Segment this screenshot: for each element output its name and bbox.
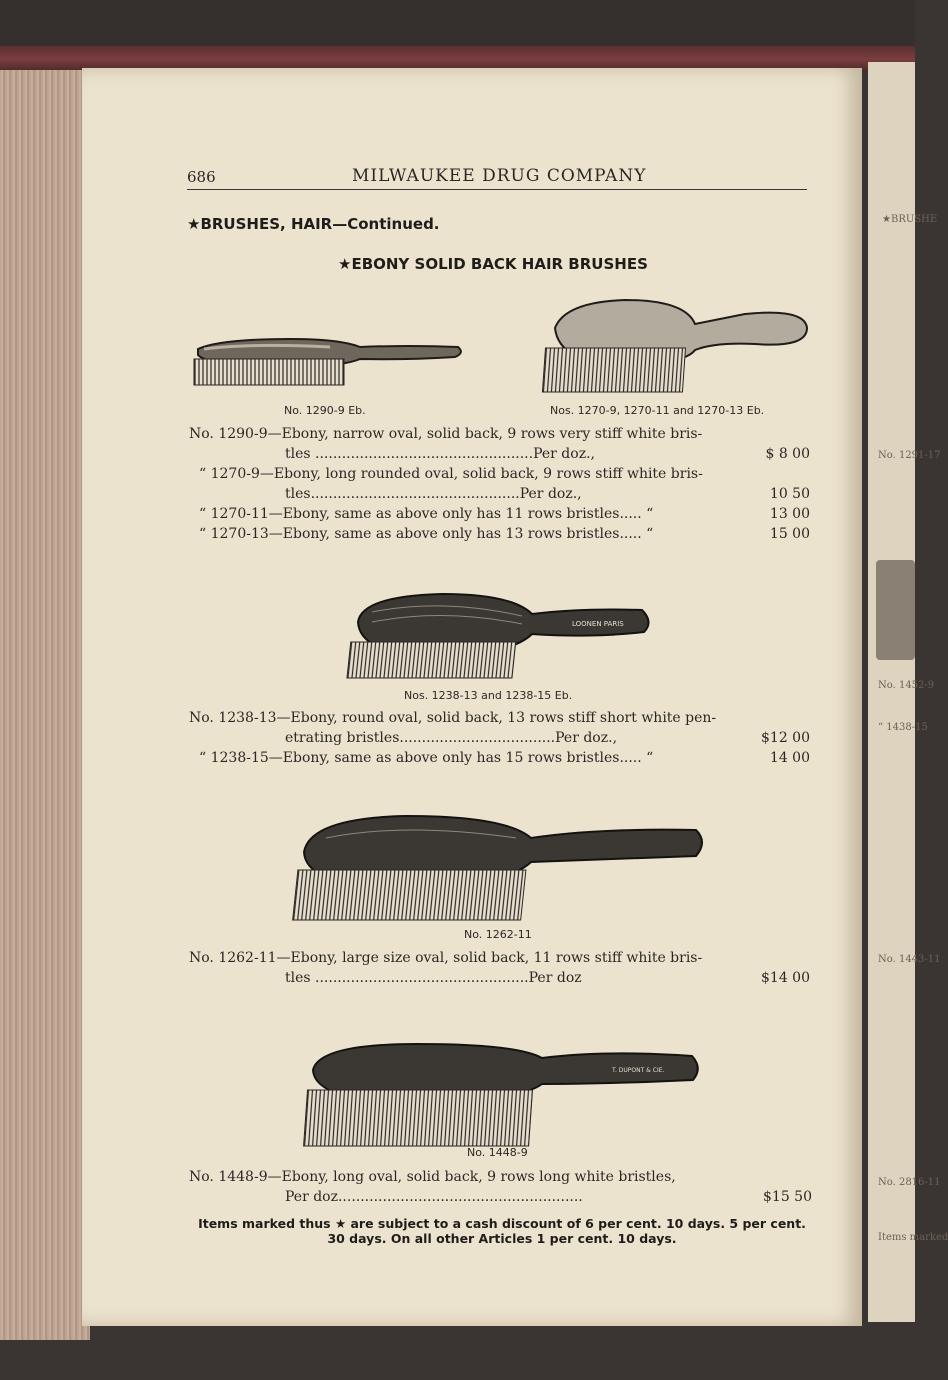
caption-1290: No. 1290-9 Eb. bbox=[284, 404, 366, 417]
brush-illustration-1448 bbox=[307, 1040, 702, 1150]
discount-footnote bbox=[187, 1216, 817, 1246]
header-rule bbox=[187, 189, 807, 190]
footnote-line-1: Items marked thus ★ are subject to a cash discount of 6 per cent. 10 days. 5 per cent. bbox=[198, 1216, 806, 1231]
item-line: Per doz....................................................... bbox=[285, 1189, 583, 1205]
item-price: 13 00 bbox=[769, 506, 810, 522]
brush-illustration-1290 bbox=[190, 335, 465, 390]
item-line: “ 1270-9—Ebony, long rounded oval, solid back, 9 rows stiff white bris- bbox=[199, 466, 703, 482]
background-top bbox=[0, 0, 915, 50]
item-price: $15 50 bbox=[763, 1189, 812, 1205]
facing-page-brush-image bbox=[876, 560, 915, 660]
item-price: 10 50 bbox=[769, 486, 810, 502]
facing-page-fragment: No. 1291-17 bbox=[878, 450, 941, 461]
facing-page bbox=[868, 62, 948, 1322]
item-price: $12 00 bbox=[761, 730, 810, 746]
sub-heading: ★EBONY SOLID BACK HAIR BRUSHES bbox=[338, 255, 648, 273]
background-bottom bbox=[0, 1340, 915, 1380]
footnote-line-2: 30 days. On all other Articles 1 per cent. 10 days. bbox=[327, 1231, 677, 1246]
item-line: “ 1270-11—Ebony, same as above only has 11 rows bristles..... “ bbox=[199, 506, 654, 522]
page-number: 686 bbox=[187, 168, 216, 186]
brand-mark-loonen: LOONEN PARIS bbox=[572, 620, 624, 628]
item-line: “ 1238-15—Ebony, same as above only has 15 rows bristles..... “ bbox=[199, 750, 654, 766]
caption-1448: No. 1448-9 bbox=[467, 1146, 528, 1159]
item-line: No. 1290-9—Ebony, narrow oval, solid back, 9 rows very stiff white bris- bbox=[189, 426, 703, 442]
item-price: 14 00 bbox=[769, 750, 810, 766]
facing-page-fragment: No. 2816-11 bbox=[878, 1177, 941, 1188]
item-line: tles ................................................Per doz bbox=[285, 970, 582, 986]
facing-page-fragment: No. 1443-11 bbox=[878, 954, 941, 965]
facing-page-fragment: Items marked bbox=[878, 1232, 948, 1243]
item-price: 15 00 bbox=[769, 526, 810, 542]
facing-page-fragment: ★BRUSHE bbox=[882, 214, 938, 225]
item-line: No. 1448-9—Ebony, long oval, solid back, 9 rows long white bristles, bbox=[189, 1169, 676, 1185]
brush-illustration-1262 bbox=[296, 812, 711, 924]
facing-page-fragment: No. 1452-9 bbox=[878, 680, 935, 691]
item-line: etrating bristles...................................Per doz., bbox=[285, 730, 618, 746]
page-edges bbox=[0, 70, 90, 1350]
brush-illustration-1238 bbox=[352, 592, 657, 684]
running-header: MILWAUKEE DRUG COMPANY bbox=[352, 166, 647, 186]
brush-illustration-1270 bbox=[545, 298, 810, 396]
caption-1238: Nos. 1238-13 and 1238-15 Eb. bbox=[404, 689, 573, 702]
brand-mark-dupont: T. DUPONT & CIE. bbox=[612, 1067, 665, 1074]
item-line: tles .................................................Per doz., bbox=[285, 446, 595, 462]
item-price: $ 8 00 bbox=[765, 446, 810, 462]
section-heading: ★BRUSHES, HAIR—Continued. bbox=[187, 215, 440, 233]
item-line: tles...............................................Per doz., bbox=[285, 486, 582, 502]
facing-page-fragment: “ 1438-15 bbox=[878, 722, 928, 733]
caption-1270: Nos. 1270-9, 1270-11 and 1270-13 Eb. bbox=[550, 404, 765, 417]
item-line: No. 1262-11—Ebony, large size oval, solid back, 11 rows stiff white bris- bbox=[189, 950, 703, 966]
item-line: No. 1238-13—Ebony, round oval, solid back, 13 rows stiff short white pen- bbox=[189, 710, 717, 726]
caption-1262: No. 1262-11 bbox=[464, 928, 532, 941]
item-price: $14 00 bbox=[761, 970, 810, 986]
item-line: “ 1270-13—Ebony, same as above only has 13 rows bristles..... “ bbox=[199, 526, 654, 542]
